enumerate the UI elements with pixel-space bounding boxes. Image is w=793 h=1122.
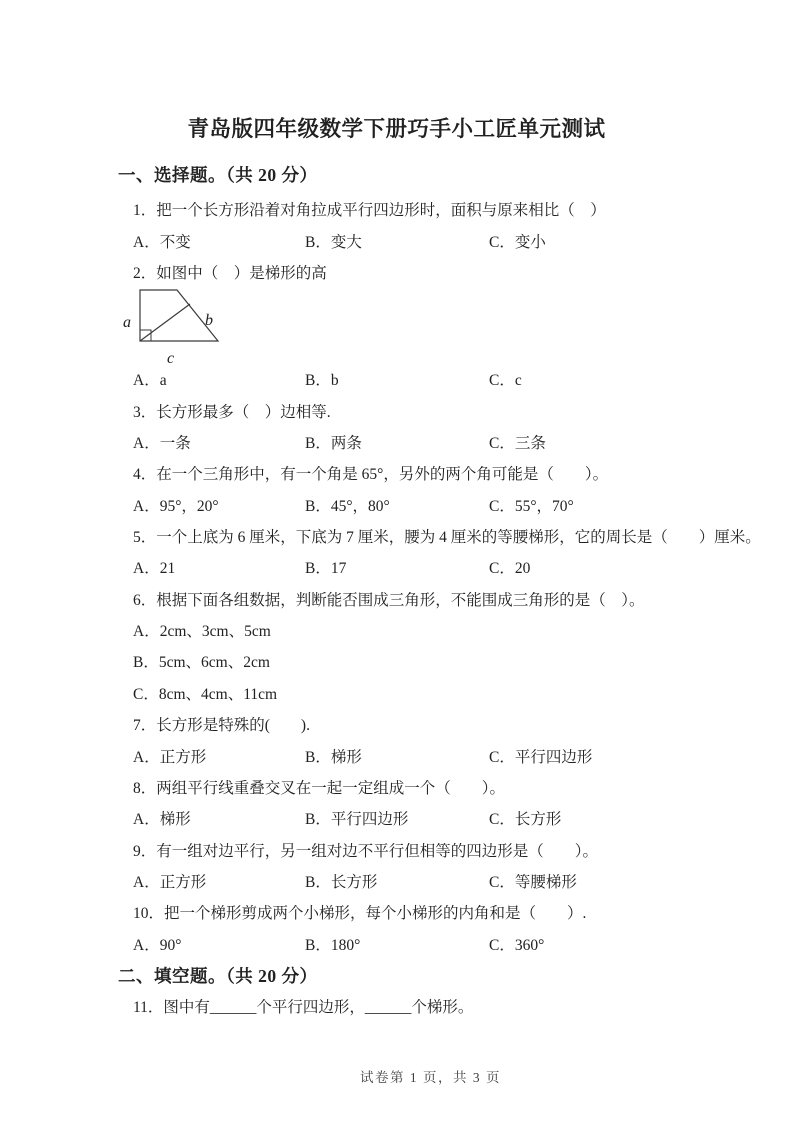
question-7-options — [0, 742, 793, 773]
question-3-option-b: B．两条 — [305, 435, 362, 453]
question-3-options — [0, 428, 793, 459]
question-2-figure-wrap — [0, 289, 793, 365]
question-2-option-a: A．a — [133, 372, 167, 390]
trapezoid-figure — [119, 289, 239, 365]
trapezoid-diagonal — [140, 304, 190, 341]
question-4-text: 4．在一个三角形中，有一个角是 65°，另外的两个角可能是（ ）。 — [133, 466, 609, 484]
question-5 — [0, 522, 793, 585]
question-1-text: 1．把一个长方形沿着对角拉成平行四边形时，面积与原来相比（ ） — [133, 202, 606, 220]
question-5-options — [0, 553, 793, 584]
question-4-option-b: B．45°，80° — [305, 497, 390, 515]
section-choice-heading: 一、选择题。（共 20 分） — [118, 165, 318, 185]
question-7-option-c: C．平行四边形 — [489, 748, 593, 766]
question-6-option-c: C．8cm、4cm、11cm — [133, 685, 278, 703]
question-1-option-a: A．不变 — [133, 233, 191, 251]
question-10 — [0, 898, 793, 961]
question-11-text: 11．图中有______个平行四边形，______个梯形。 — [133, 999, 474, 1017]
question-9-option-a: A．正方形 — [133, 873, 207, 891]
question-1 — [0, 195, 793, 258]
figure-label-c: c — [167, 350, 175, 366]
question-2-options — [0, 365, 793, 396]
question-7-option-b: B．梯形 — [305, 748, 362, 766]
fill-section-body — [0, 992, 793, 1023]
question-5-text: 5．一个上底为 6 厘米，下底为 7 厘米，腰为 4 厘米的等腰梯形，它的周长是（ ）厘米。 — [133, 529, 761, 547]
question-10-options — [0, 930, 793, 961]
question-3 — [0, 397, 793, 460]
question-6-option-b: B．5cm、6cm、2cm — [133, 654, 270, 672]
question-8 — [0, 773, 793, 836]
question-3-option-a: A．一条 — [133, 435, 191, 453]
question-1-option-b: B．变大 — [305, 233, 362, 251]
question-6-option-a: A．2cm、3cm、5cm — [133, 623, 271, 641]
question-8-option-c: C．长方形 — [489, 811, 562, 829]
question-7-text: 7．长方形是特殊的( ). — [133, 717, 310, 735]
question-10-text: 10．把一个梯形剪成两个小梯形，每个小梯形的内角和是（ ）. — [133, 905, 587, 923]
question-9-option-c: C．等腰梯形 — [489, 873, 577, 891]
question-4-option-a: A．95°，20° — [133, 497, 219, 515]
question-8-text: 8．两组平行线重叠交叉在一起一定组成一个（ ）。 — [133, 779, 506, 797]
section-fill-heading: 二、填空题。（共 20 分） — [118, 965, 318, 986]
question-5-option-c: C．20 — [489, 560, 531, 578]
question-9 — [0, 836, 793, 899]
question-5-option-a: A．21 — [133, 560, 176, 578]
question-6 — [0, 585, 793, 710]
question-4-option-c: C．55°，70° — [489, 497, 574, 515]
question-8-option-b: B．平行四边形 — [305, 811, 409, 829]
question-10-option-a: A．90° — [133, 936, 182, 954]
question-8-option-a: A．梯形 — [133, 811, 191, 829]
question-2-option-c: C．c — [489, 372, 522, 390]
figure-label-b: b — [205, 312, 213, 330]
question-8-options — [0, 804, 793, 835]
question-1-options — [0, 227, 793, 258]
question-10-option-b: B．180° — [305, 936, 361, 954]
question-4-options — [0, 491, 793, 522]
question-3-option-c: C．三条 — [489, 435, 546, 453]
question-9-options — [0, 867, 793, 898]
figure-label-a: a — [123, 314, 131, 332]
question-4 — [0, 459, 793, 522]
question-2-text: 2．如图中（ ）是梯形的高 — [133, 265, 327, 283]
question-7-option-a: A．正方形 — [133, 748, 207, 766]
question-10-option-c: C．360° — [489, 936, 545, 954]
page-footer: 试卷第 1 页，共 3 页 — [360, 1070, 501, 1085]
page-title: 青岛版四年级数学下册巧手小工匠单元测试 — [187, 117, 606, 141]
question-9-text: 9．有一组对边平行，另一组对边不平行但相等的四边形是（ ）。 — [133, 842, 599, 860]
question-2 — [0, 258, 793, 397]
choice-section-body — [0, 195, 793, 961]
question-1-option-c: C．变小 — [489, 233, 546, 251]
question-3-text: 3．长方形最多（ ）边相等. — [133, 403, 331, 421]
question-5-option-b: B．17 — [305, 560, 347, 578]
question-6-text: 6．根据下面各组数据，判断能否围成三角形，不能围成三角形的是（ ）。 — [133, 591, 645, 609]
question-2-option-b: B．b — [305, 372, 339, 390]
question-7 — [0, 710, 793, 773]
question-9-option-b: B．长方形 — [305, 873, 378, 891]
